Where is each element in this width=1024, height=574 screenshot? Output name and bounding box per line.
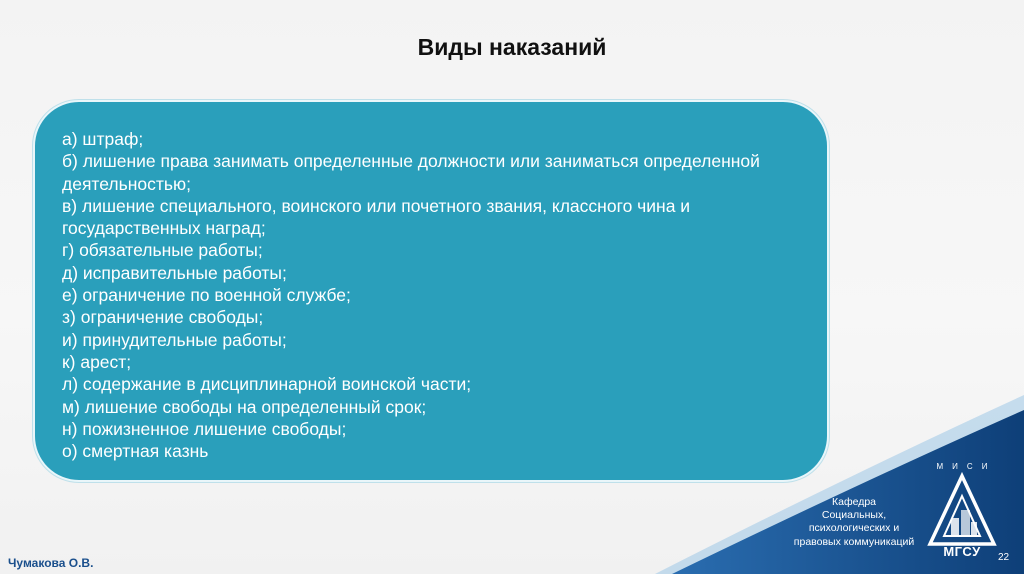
- punishments-box: [33, 100, 829, 482]
- list-item: к) арест;: [62, 351, 132, 372]
- logo-top-text: МИСИ: [936, 462, 997, 471]
- department-caption: [780, 496, 928, 549]
- list-item: г) обязательные работы;: [62, 240, 263, 261]
- list-item: б) лишение права занимать определенные должности или заниматься определенной деятельностью;: [62, 151, 760, 194]
- department-line: психологических и: [808, 522, 900, 535]
- logo-bottom-text: МГСУ: [943, 544, 981, 559]
- list-item: и) принудительные работы;: [62, 329, 287, 350]
- list-item: а) штраф;: [62, 129, 144, 149]
- list-item: д) исправительные работы;: [62, 262, 287, 283]
- list-item: л) содержание в дисциплинарной воинской части;: [62, 374, 472, 395]
- list-item: е) ограничение по военной службе;: [62, 285, 351, 306]
- list-item: в) лишение специального, воинского или почетного звания, классного чина и государственных наград;: [62, 195, 691, 239]
- list-item: з) ограничение свободы;: [62, 307, 264, 328]
- slide-title: Виды наказаний: [417, 34, 607, 60]
- list-item: о) смертная казнь: [62, 441, 209, 462]
- punishments-list: [62, 128, 807, 462]
- department-line: Кафедра: [831, 496, 876, 508]
- author-name: Чумакова О.В.: [8, 556, 94, 570]
- list-item: н) пожизненное лишение свободы;: [62, 418, 347, 439]
- department-line: Социальных,: [821, 509, 887, 522]
- department-line: правовых коммуникаций: [793, 535, 915, 548]
- mgsu-logo: [924, 462, 1000, 562]
- list-item: м) лишение свободы на определенный срок;: [62, 396, 427, 417]
- page-number: 22: [998, 552, 1010, 563]
